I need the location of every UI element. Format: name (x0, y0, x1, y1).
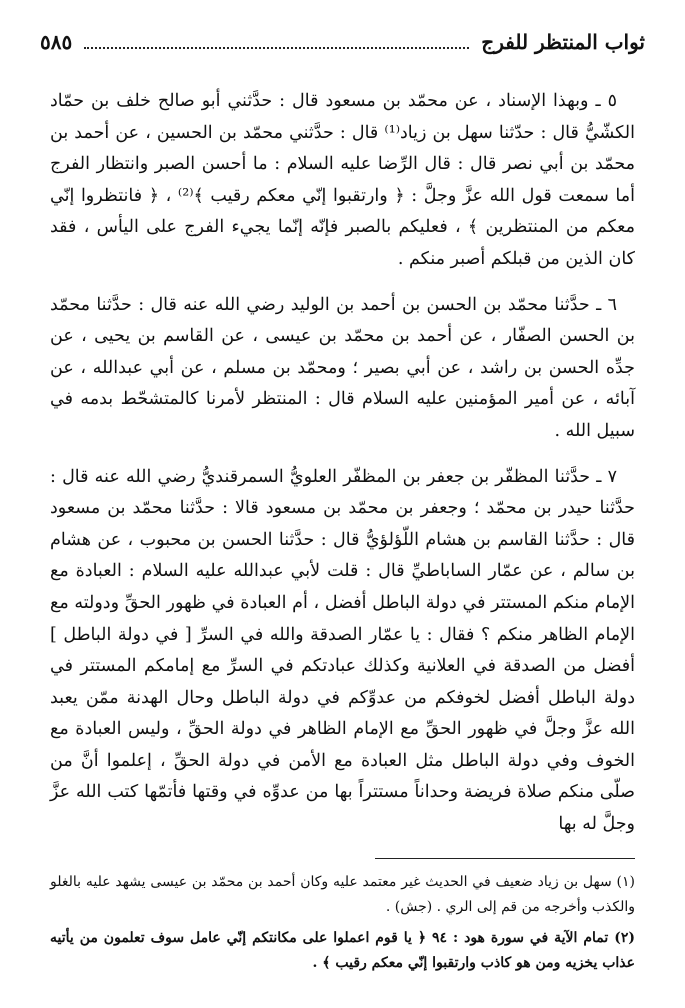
paragraph-hadith-6: ٦ ـ حدَّثنا محمّد بن الحسن بن أحمد بن الوليد رضي الله عنه قال : حدَّثنا محمّد بن الحسن الصفّار ، عن أحمد بن محمّد بن عيسى ، عن القاسم بن يحيى ، عن جدِّه الحسن بن راشد ، عن أبي بصير ؛ ومحمّد بن مسلم ، عن أبي عبدالله ، عن آبائه ، عن أمير المؤمنين عليه السلام قال : المنتظر لأمرنا كالمتشحّط بدمه في سبيل الله . (50, 294, 635, 441)
paragraph-hadith-5: ٥ ـ وبهذا الإسناد ، عن محمّد بن مسعود قال : حدَّثني أبو صالح خلف بن حمّاد الكشّيُّ قال : حدّثنا سهل بن زياد⁽¹⁾ قال : حدَّثني محمّد بن الحسين ، عن أحمد بن محمّد بن أبي نصر قال : قال الرِّضا عليه السلام : ما أحسن الصبر وانتظار الفرج أما سمعت قول الله عزَّ وجلَّ : ﴿ وارتقبوا إنّي معكم رقيب ﴾⁽²⁾ ، ﴿ فانتظروا إنّي معكم من المنتظرين ﴾ ، فعليكم بالصبر فإنّه إنّما يجيء الفرج على اليأس ، فقد كان الذين من قبلكم أصبر منكم . (50, 91, 635, 269)
page-number: ٥٨٥ (40, 30, 73, 54)
main-text (50, 86, 635, 855)
header-leader-dots (84, 35, 469, 49)
footnote-1: (١) سهل بن زياد ضعيف في الحديث غير معتمد عليه وكان أحمد بن محمّد بن عيسى يشهد عليه بالغلو والكذب وأخرجه من قم إلى الري . (جش) . (50, 874, 635, 915)
running-title: ثواب المنتظر للفرج (481, 30, 645, 54)
footnotes (50, 870, 635, 982)
footnote-2: (٢) تمام الآية في سورة هود : ٩٤ ﴿ يا قوم اعملوا على مكانتكم إنّي عامل سوف تعلمون من يأتيه عذاب يخزيه ومن هو كاذب وارتقبوا إنّي معكم رقيب ﴾ . (50, 930, 635, 971)
page-header (40, 26, 645, 58)
footnote-divider (375, 858, 635, 859)
paragraph-hadith-7: ٧ ـ حدَّثنا المظفّر بن جعفر بن المظفّر العلويُّ السمرقنديُّ رضي الله عنه قال : حدَّثنا حيدر بن محمّد ؛ وجعفر بن محمّد بن مسعود قالا : حدَّثنا محمّد بن مسعود قال : حدَّثنا القاسم بن هشام اللّؤلؤيُّ قال : حدَّثنا الحسن بن محبوب ، عن هشام بن سالم ، عن عمّار الساباطيِّ قال : قلت لأبي عبدالله عليه السلام : العبادة مع الإمام منكم المستتر في دولة الباطل أفضل ، أم العبادة في ظهور الحقِّ ودولته مع الإمام الظاهر منكم ؟ فقال : يا عمّار الصدقة والله في السرِّ [ في دولة الباطل ] أفضل من الصدقة في العلانية وكذلك عبادتكم في السرِّ مع إمامكم المستتر في دولة الباطل أفضل لخوفكم من عدوِّكم في دولة الباطل وحال الهدنة ممّن يعبد الله عزَّ وجلَّ في ظهور الحقِّ مع الإمام الظاهر في دولة الحقِّ ، وليس العبادة مع الخوف وفي دولة الباطل مثل العبادة مع الأمن في دولة الحقِّ ، إعلموا أنَّ من صلّى منكم صلاة فريضة وحداناً مستتراً بها من عدوِّه في وقتها فأتمّها كتب الله عزَّ وجلَّ له بها (50, 466, 635, 835)
